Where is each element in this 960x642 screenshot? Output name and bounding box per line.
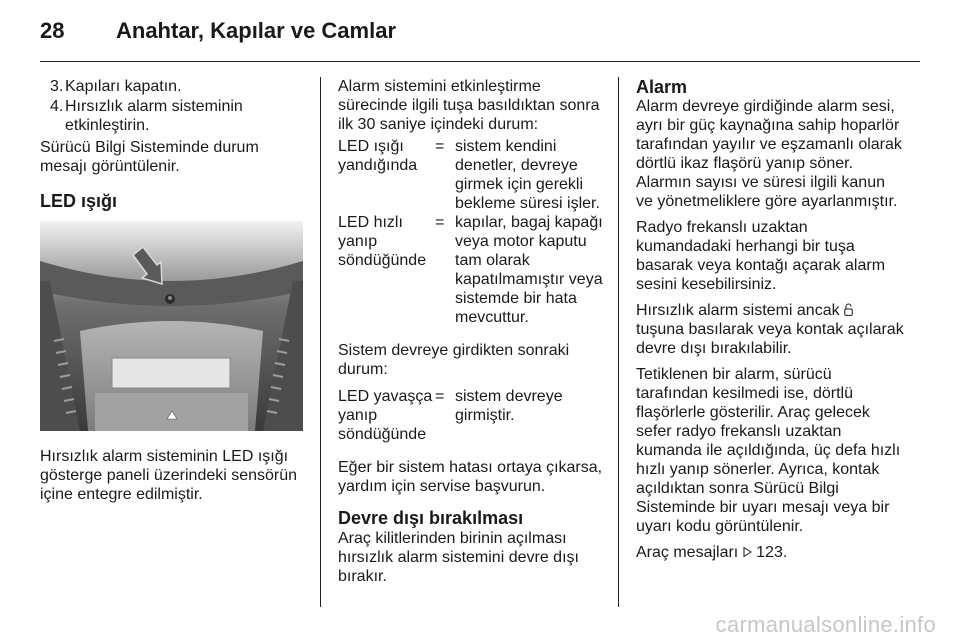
alarm-heading: Alarm — [636, 77, 688, 97]
error-text: Eğer bir sistem hatası ortaya çıkarsa, yardım için servise başvurun. — [338, 459, 603, 495]
led-status-table — [338, 137, 606, 327]
step-item — [40, 97, 308, 135]
table-row — [338, 213, 606, 327]
disarm-heading: Devre dışı bırakılması — [338, 508, 524, 528]
step-text: Hırsızlık alarm sisteminin etkinleştirin. — [65, 98, 243, 134]
step-number: 4. — [50, 98, 64, 115]
column-1 — [40, 77, 308, 504]
alarm-paragraph — [636, 301, 904, 358]
alarm-paragraph: Alarm devreye girdiğinde alarm sesi, ayrı bir güç kaynağına sahip hoparlör tarafından yayılır ve eşzamanlı olarak dörtlü ikaz flaşörü yanıp söner. Alarmın sayısı ve süresi ilgili kanun ve yönetmeliklere göre ayarlanmıştır. — [636, 98, 902, 210]
page-number: 28 — [40, 18, 65, 43]
column-2 — [338, 77, 606, 593]
page-reference: 123. — [756, 544, 788, 561]
table-row — [338, 387, 606, 444]
page-header — [40, 18, 920, 48]
after-arming-label: Sistem devreye girdikten sonraki durum: — [338, 342, 570, 378]
row-equals: = — [435, 214, 445, 231]
row-term: LED hızlı yanıp söndüğünde — [338, 214, 427, 269]
column-divider-1 — [320, 77, 321, 607]
row-equals: = — [435, 388, 445, 405]
intro-text: Alarm sistemini etkinleştirme sürecinde ilgili tuşa basıldıktan sonra ilk 30 saniye içindeki durum: — [338, 78, 600, 133]
text-span: tuşuna basılarak veya kontak açılarak devre dışı bırakılabilir. — [636, 321, 904, 357]
column-divider-2 — [618, 77, 619, 607]
dashboard-figure — [40, 221, 303, 431]
row-description: sistem devreye girmiştir. — [455, 388, 563, 424]
step-item — [40, 77, 308, 96]
disarm-text: Araç kilitlerinden birinin açılması hırsızlık alarm sistemini devre dışı bırakır. — [338, 530, 579, 585]
figure-caption: Hırsızlık alarm sisteminin LED ışığı gösterge paneli üzerindeki sensörün içine entegre edilmiştir. — [40, 448, 298, 503]
led-heading: LED ışığı — [40, 191, 118, 211]
page-title: Anahtar, Kapılar ve Camlar — [116, 18, 397, 43]
step-number: 3. — [50, 78, 64, 95]
row-description: sistem kendini denetler, devreye girmek için gerekli bekleme süresi işler. — [455, 138, 600, 212]
table-row — [338, 137, 606, 213]
row-description: kapılar, bagaj kapağı veya motor kaputu tam olarak kapatılmamıştır veya sistemde bir hata mevcuttur. — [455, 214, 603, 326]
text-span: Araç mesajları — [636, 544, 739, 561]
reference-paragraph — [636, 543, 904, 562]
watermark: carmanualsonline.info — [715, 612, 936, 637]
row-term: LED ışığı yandığında — [338, 138, 418, 174]
unlock-button-icon — [844, 303, 853, 316]
header-divider — [40, 61, 920, 62]
step-text: Kapıları kapatın. — [65, 78, 182, 95]
status-info-text: Sürücü Bilgi Sisteminde durum mesajı görüntülenir. — [40, 139, 259, 175]
text-span: Hırsızlık alarm sistemi ancak — [636, 302, 840, 319]
row-equals: = — [435, 138, 445, 155]
page-reference-icon — [743, 546, 752, 558]
alarm-paragraph: Radyo frekanslı uzaktan kumandadaki herhangi bir tuşa basarak veya kontağı açarak alarm sesini kesebilirsiniz. — [636, 219, 886, 293]
row-term: LED yavaşça yanıp söndüğünde — [338, 388, 433, 443]
armed-status-table — [338, 387, 606, 444]
alarm-paragraph: Tetiklenen bir alarm, sürücü tarafından kesilmedi ise, dörtlü flaşörlerle gösterilir. Araç gelecek sefer radyo frekanslı uzaktan kumanda ile açıldığında, üç defa hızlı hızlı yanıp sönerler. Ayrıca, kontak açıldıktan sonra Sürücü Bilgi Sisteminde bir uyarı mesajı veya bir uyarı kodu görüntülenir. — [636, 366, 901, 535]
column-3 — [636, 77, 904, 569]
